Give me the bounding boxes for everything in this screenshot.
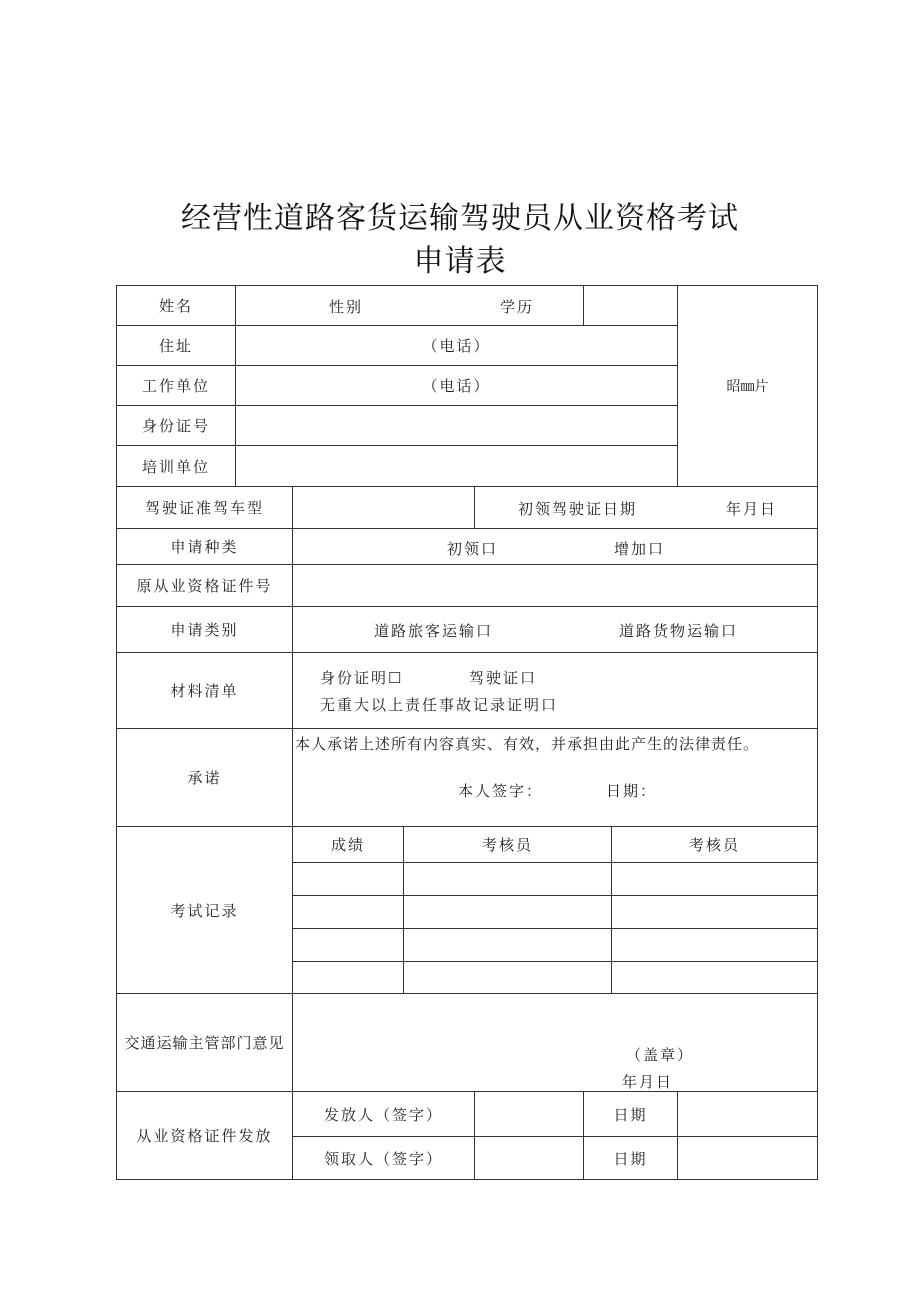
- issue-date-label: 日期: [613, 1105, 648, 1124]
- license-type-field[interactable]: [293, 487, 474, 528]
- receiver-signature-field[interactable]: [475, 1137, 583, 1179]
- mat-no-accident-checkbox[interactable]: 无重大以上责任事故记录证明口: [320, 696, 559, 714]
- authority-opinion-label: 交通运输主管部门意见: [124, 1034, 285, 1052]
- issuer-signature-field[interactable]: [475, 1092, 583, 1136]
- grid-line: [116, 1179, 818, 1180]
- education-value-field[interactable]: [584, 286, 677, 325]
- cat-passenger-checkbox[interactable]: 道路旅客运输口: [374, 622, 494, 640]
- mat-license-checkbox[interactable]: 驾驶证口: [469, 669, 538, 687]
- mat-id-checkbox[interactable]: 身份证明☐: [320, 669, 404, 687]
- license-type-label: 驾驶证准驾车型: [144, 499, 264, 517]
- cat-freight-checkbox[interactable]: 道路货物运输口: [619, 622, 739, 640]
- issuer-label: 发放人（签字）: [323, 1105, 443, 1124]
- signature-label: 本人签字：: [458, 782, 544, 800]
- first-license-date-value[interactable]: 年月日: [726, 500, 778, 518]
- address-label: 住址: [158, 337, 193, 355]
- apply-category-label: 申请类别: [170, 621, 239, 639]
- receive-date-field[interactable]: [678, 1137, 817, 1179]
- name-label: 姓名: [158, 297, 193, 315]
- pledge-date-label: 日期：: [606, 782, 658, 800]
- pledge-label: 承诺: [187, 769, 222, 787]
- address-field[interactable]: （电话）: [422, 337, 491, 355]
- issue-date-field[interactable]: [678, 1092, 817, 1136]
- first-license-date-label: 初领驾驶证日期: [518, 500, 638, 518]
- training-unit-field[interactable]: [236, 446, 677, 486]
- grid-line: [292, 961, 818, 962]
- receiver-label: 领取人（签字）: [323, 1149, 443, 1168]
- seal-label: （盖章）: [626, 1046, 695, 1064]
- orig-cert-no-field[interactable]: [293, 565, 817, 606]
- gender-label: 性别: [329, 298, 364, 316]
- examiner2-header: 考核员: [688, 836, 740, 854]
- issuance-label: 从业资格证件发放: [136, 1127, 273, 1145]
- photo-box: 昭㎜片: [726, 379, 769, 395]
- grid-line: [817, 285, 818, 1180]
- orig-cert-no-label: 原从业资格证件号: [136, 577, 273, 595]
- authority-date: 年月日: [622, 1073, 674, 1091]
- exam-record-label: 考试记录: [170, 901, 239, 920]
- form-title: 经营性道路客货运输驾驶员从业资格考试: [181, 201, 739, 236]
- workplace-field[interactable]: （电话）: [422, 377, 491, 395]
- score-header: 成绩: [330, 836, 365, 854]
- kind-first-checkbox[interactable]: 初领口: [447, 540, 499, 558]
- training-unit-label: 培训单位: [141, 457, 210, 476]
- grid-line: [292, 862, 818, 863]
- examiner1-header: 考核员: [481, 836, 533, 854]
- grid-line: [292, 928, 818, 929]
- id-number-field[interactable]: [236, 406, 677, 445]
- materials-label: 材料清单: [170, 682, 239, 700]
- receive-date-label: 日期: [613, 1149, 648, 1168]
- kind-add-checkbox[interactable]: 增加口: [614, 540, 666, 558]
- form-subtitle: 申请表: [413, 244, 507, 279]
- grid-line: [474, 486, 475, 528]
- grid-line: [292, 895, 818, 896]
- id-number-label: 身份证号: [141, 417, 210, 435]
- workplace-label: 工作单位: [141, 377, 210, 395]
- education-label: 学历: [500, 298, 535, 316]
- apply-kind-label: 申请种类: [170, 538, 239, 556]
- pledge-text: 本人承诺上述所有内容真实、有效，并承担由此产生的法律责任。: [295, 735, 760, 753]
